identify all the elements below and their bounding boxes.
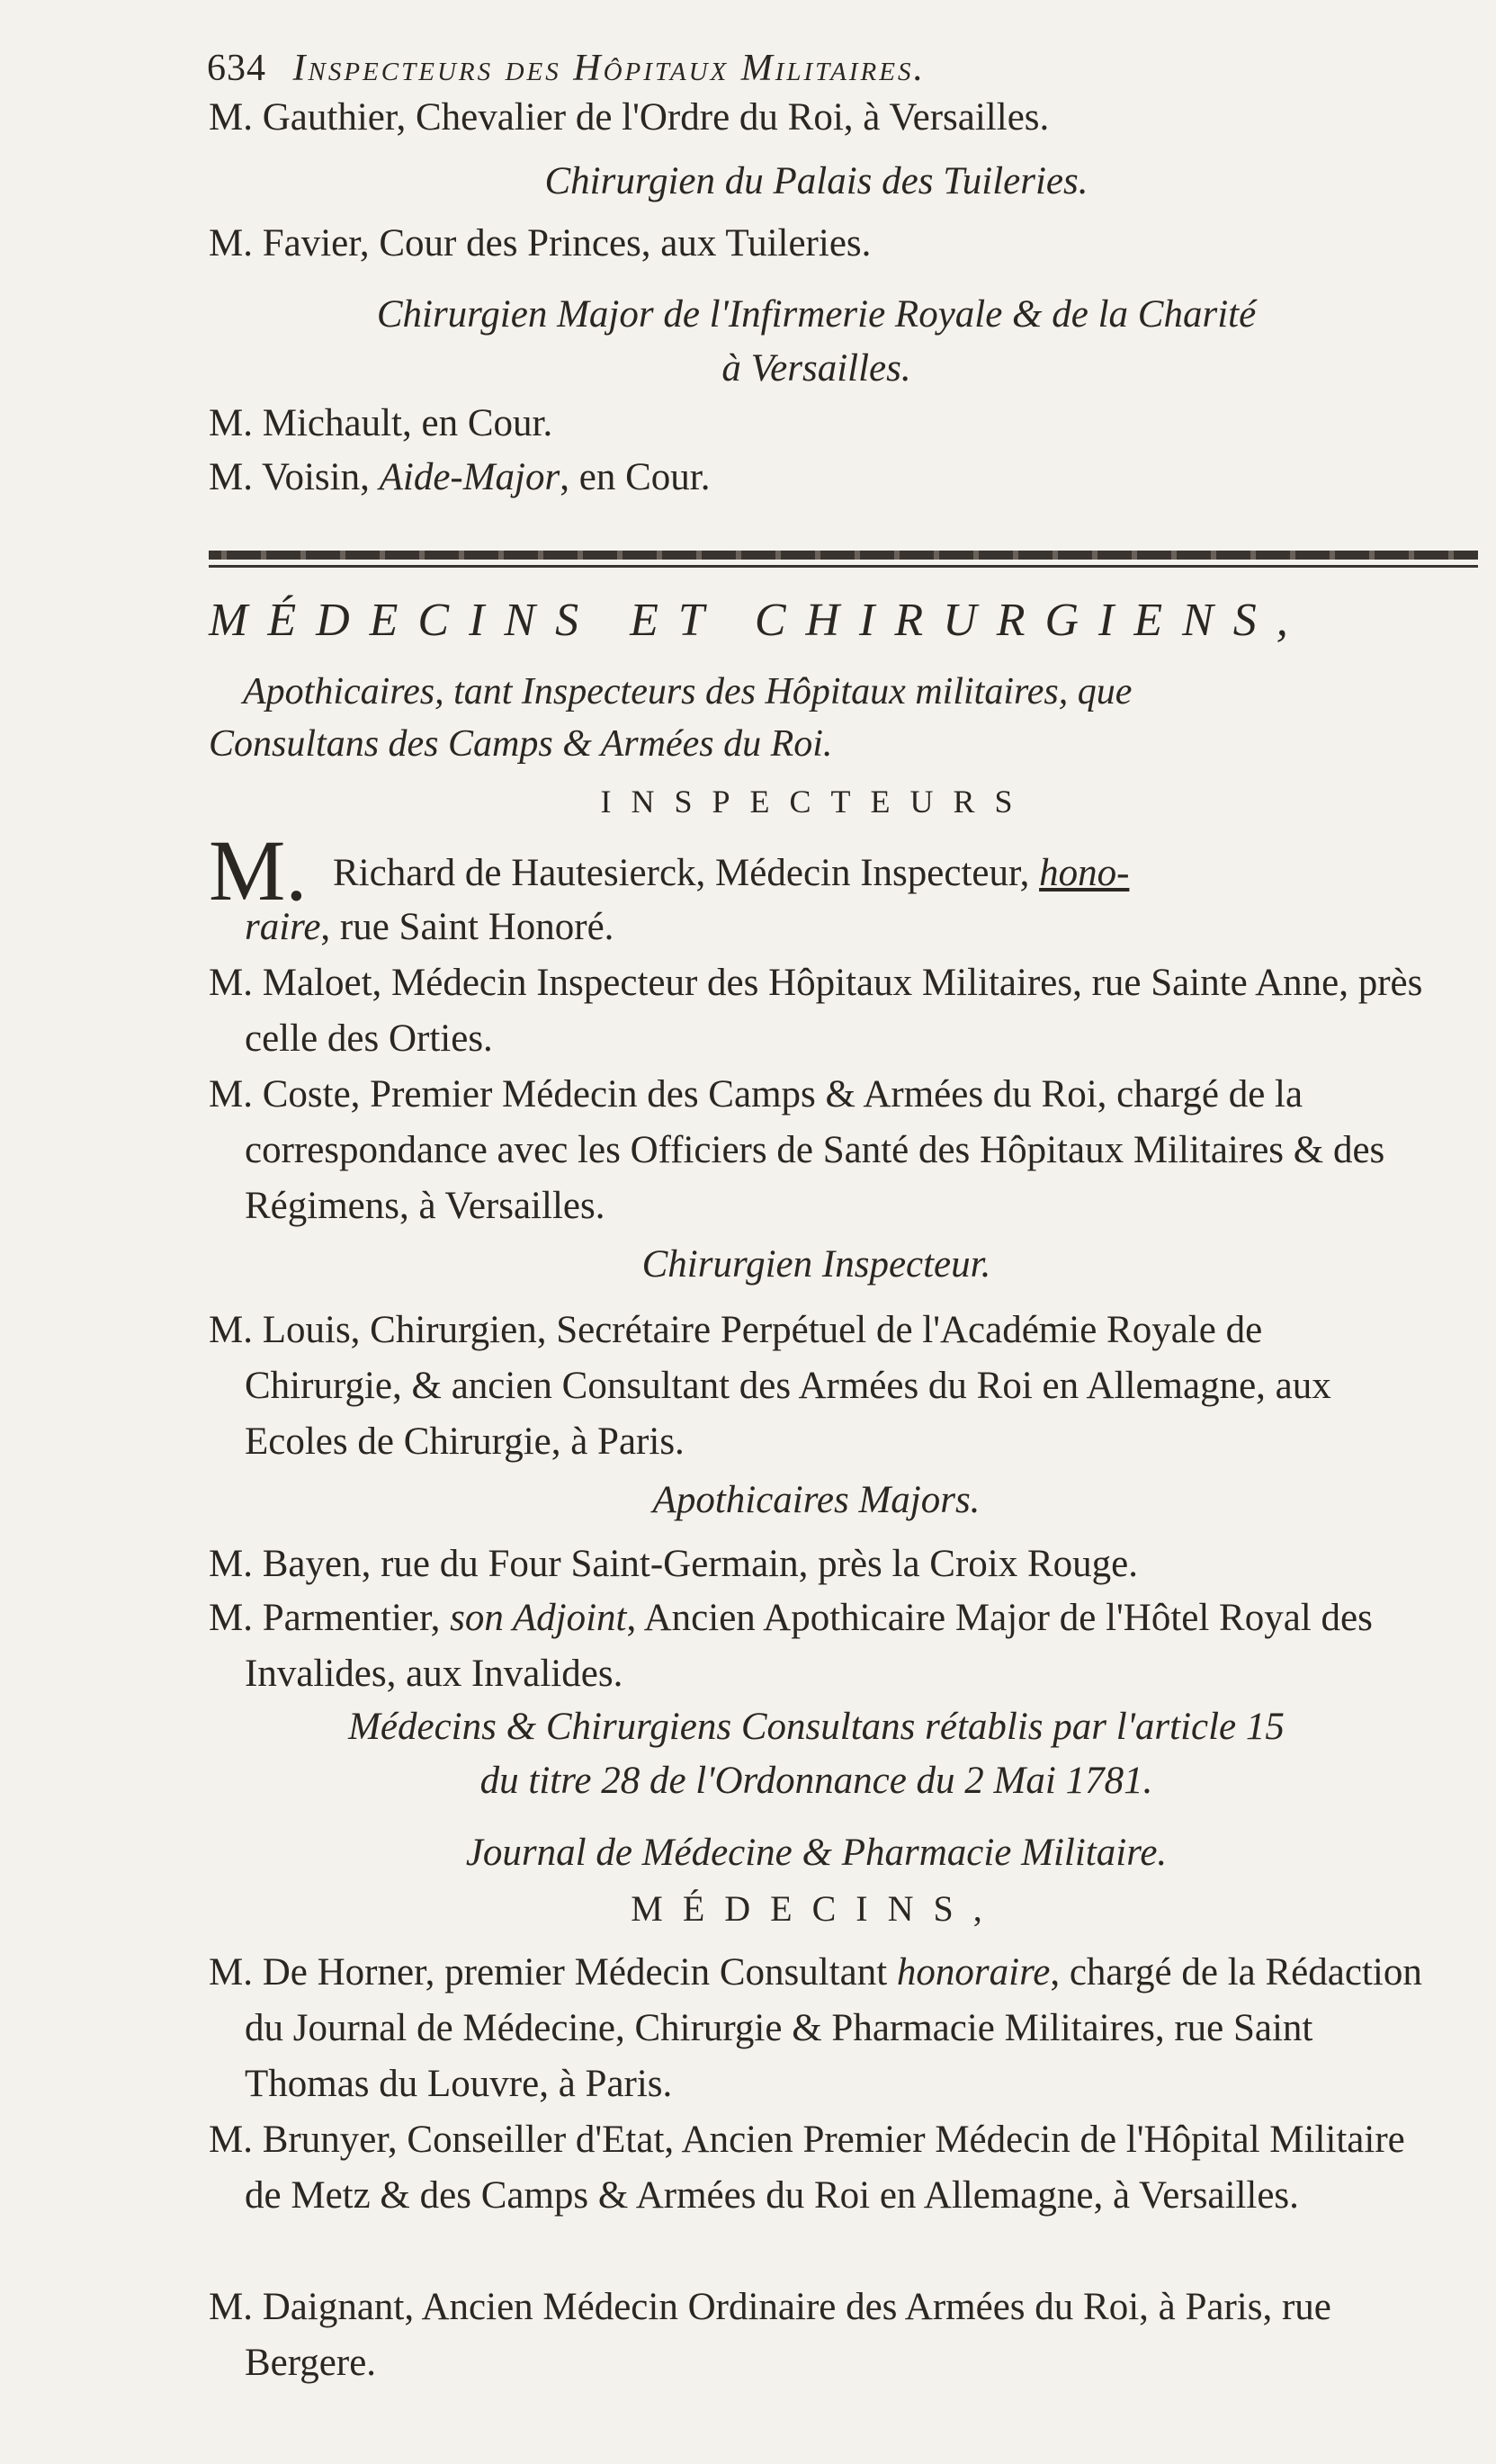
entry-favier: M. Favier, Cour des Princes, aux Tuileries. — [209, 222, 872, 264]
heading-chirurgien-major-2: à Versailles. — [721, 347, 911, 390]
heading-chirurgien-tuileries: Chirurgien du Palais des Tuileries. — [544, 160, 1088, 202]
running-title: Inspecteurs des Hôpitaux Militaires. — [292, 48, 926, 89]
entry-parmentier — [209, 1590, 1424, 1702]
parmentier-role: son Adjoint — [450, 1597, 627, 1639]
heading-medecins: MÉDECINS, — [631, 1888, 1002, 1929]
entry-voisin — [209, 450, 1424, 506]
entry-gauthier: M. Gauthier, Chevalier de l'Ordre du Roi, à Versailles. — [209, 96, 1050, 139]
richard-address: , rue Saint Honoré. — [320, 906, 614, 948]
heading-chirurgien-inspecteur: Chirurgien Inspecteur. — [641, 1243, 991, 1286]
entry-louis: M. Louis, Chirurgien, Secrétaire Perpétuel de l'Académie Royale de Chirurgie, & ancien Consultant des Armées du Roi en Allemagne, aux Ecoles de Chirurgie, à Paris. — [209, 1309, 1331, 1463]
heading-inspecteurs: INSPECTEURS — [600, 784, 1033, 820]
entry-richard-line1 — [333, 846, 1424, 901]
entry-de-horner — [209, 1945, 1424, 2112]
page-number: 634 — [207, 48, 266, 89]
richard-text: Richard de Hautesierck, Médecin Inspecteur, — [333, 852, 1040, 894]
section-subtitle-1: Apothicaires, tant Inspecteurs des Hôpitaux militaires, que — [243, 671, 1133, 712]
running-head — [207, 47, 926, 90]
horner-honoraire: honoraire — [896, 1951, 1051, 1994]
horner-text: M. De Horner, premier Médecin Consultant — [209, 1951, 897, 1994]
entry-coste: M. Coste, Premier Médecin des Camps & Armées du Roi, chargé de la correspondance avec les Officiers de Santé des Hôpitaux Militaires & des Régimens, à Versailles. — [209, 1073, 1385, 1227]
heading-consultans-1: Médecins & Chirurgiens Consultans rétablis par l'article 15 — [348, 1706, 1285, 1748]
rule-line — [209, 565, 1478, 568]
voisin-name: M. Voisin, — [209, 456, 380, 498]
horner-rest: , chargé de la Rédaction du Journal de Médecine, Chirurgie & Pharmacie Militaires, rue Saint Thomas du Louvre, à Paris. — [245, 1951, 1422, 2105]
ornamental-rule — [209, 551, 1478, 560]
entry-richard-line2 — [245, 900, 1424, 955]
parmentier-name: M. Parmentier, — [209, 1597, 451, 1639]
richard-honoraire-1: hono- — [1039, 852, 1130, 894]
voisin-place: , en Cour. — [560, 456, 711, 498]
richard-honoraire-2: raire — [245, 906, 321, 948]
voisin-role: Aide-Major — [379, 456, 560, 498]
parmentier-text: , Ancien Apothicaire Major de l'Hôtel Royal des Invalides, aux Invalides. — [245, 1597, 1373, 1695]
entry-michault: M. Michault, en Cour. — [209, 402, 553, 444]
section-title: MÉDECINS ET CHIRURGIENS, — [209, 595, 1308, 646]
entry-maloet: M. Maloet, Médecin Inspecteur des Hôpitaux Militaires, rue Sainte Anne, près celle des Orties. — [209, 962, 1423, 1060]
entry-brunyer: M. Brunyer, Conseiller d'Etat, Ancien Premier Médecin de l'Hôpital Militaire de Metz & des Camps & Armées du Roi en Allemagne, à Versailles. — [209, 2119, 1405, 2217]
heading-journal: Journal de Médecine & Pharmacie Militaire. — [465, 1832, 1168, 1874]
heading-consultans-2: du titre 28 de l'Ordonnance du 2 Mai 1781. — [479, 1760, 1153, 1802]
heading-chirurgien-major-1: Chirurgien Major de l'Infirmerie Royale & de la Charité — [376, 293, 1257, 336]
heading-apothicaires-majors: Apothicaires Majors. — [652, 1479, 981, 1521]
section-subtitle-2: Consultans des Camps & Armées du Roi. — [209, 723, 833, 765]
entry-daignant: M. Daignant, Ancien Médecin Ordinaire des Armées du Roi, à Paris, rue Bergere. — [209, 2286, 1331, 2384]
drop-cap: M. — [209, 822, 308, 918]
entry-bayen: M. Bayen, rue du Four Saint-Germain, près la Croix Rouge. — [209, 1543, 1139, 1585]
